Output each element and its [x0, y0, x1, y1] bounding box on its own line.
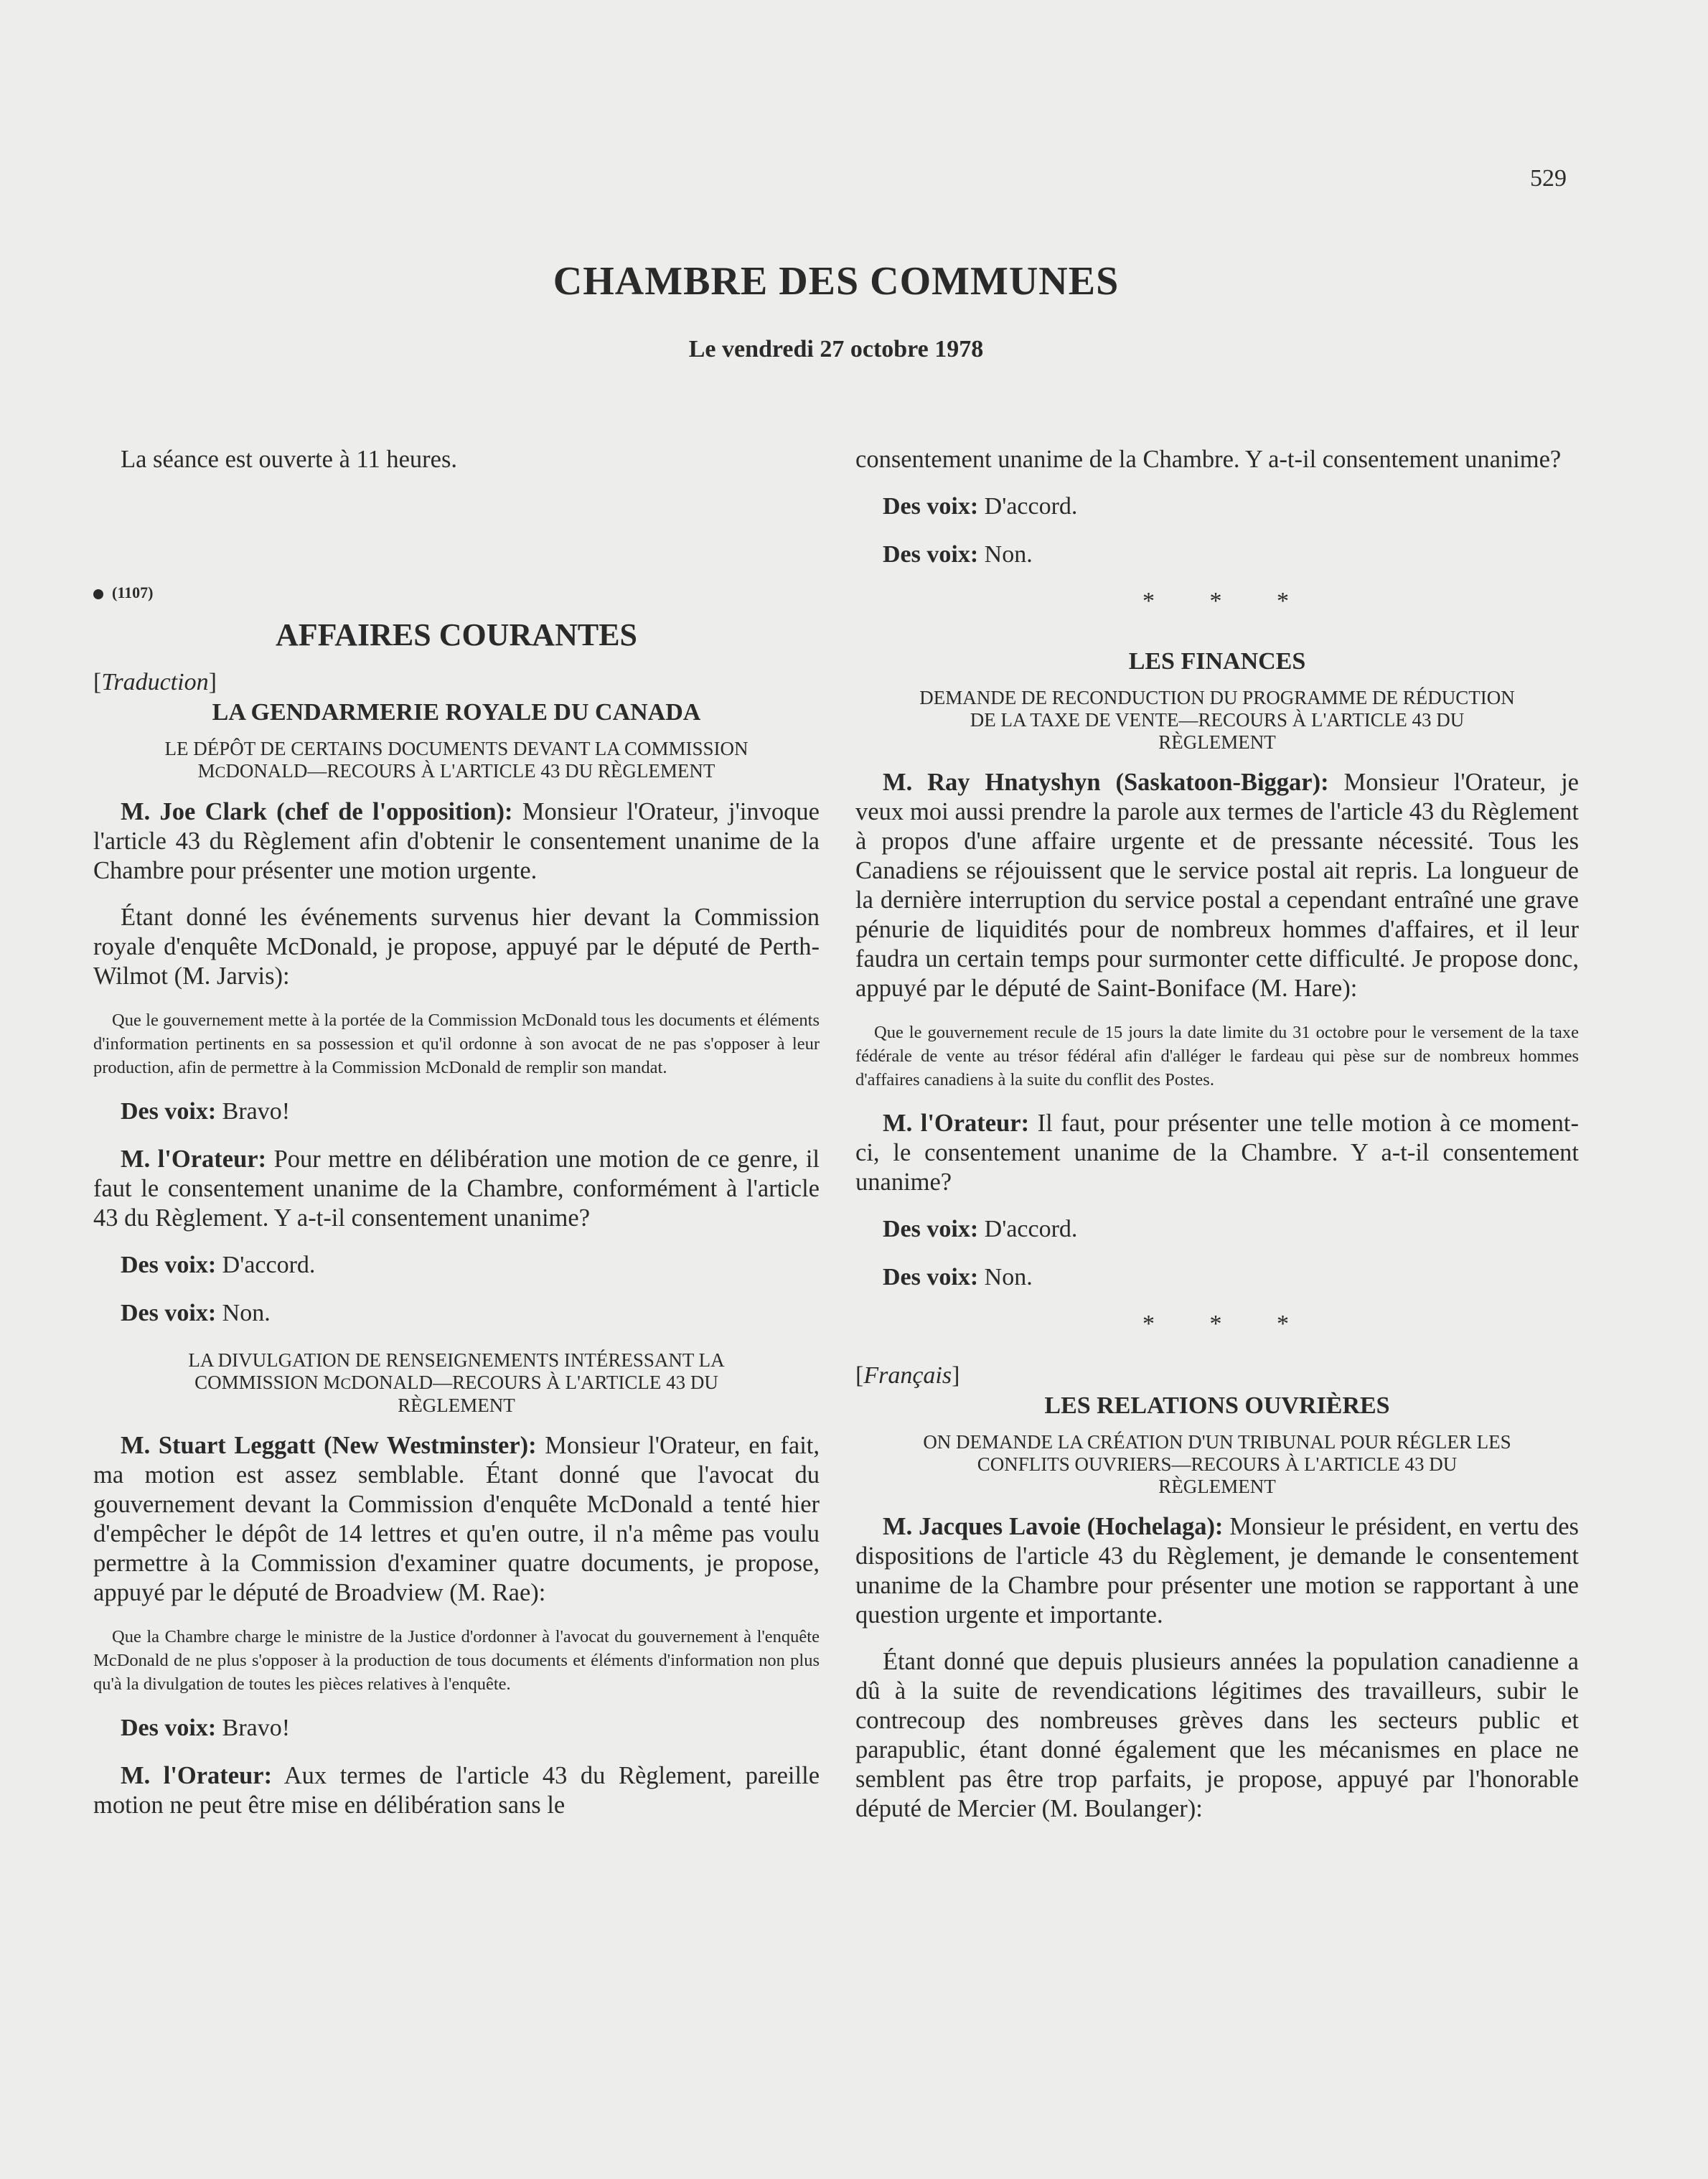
speech-text: Monsieur l'Orateur, je veux moi aussi prendre la parole aux termes de l'article 43 du Règlement à propos d'une affaire urgente et de pressante nécessité. Tous les Canadiens se réjouissent que le service postal ait repris. La longueur de la dernière interruption du service postal a cependant entraîné une grave pénurie de liquidités pour de nombreux hommes d'affaires, et il leur faudra un certain temps pour surmonter cette difficulté. Je propose donc, appuyé par le député de Saint-Boniface (M. Hare): — [855, 769, 1579, 1002]
left-column — [93, 445, 820, 1837]
speech-text: Il faut, pour présenter une telle motion à ce moment-ci, le consentement unanime de la Chambre. Y a-t-il consentement unanime? — [855, 1110, 1579, 1196]
labour-subheading-line-3: RÈGLEMENT — [1158, 1476, 1276, 1497]
disclosure-subheading-line-2 — [93, 1372, 820, 1395]
orateur-intervention-2 — [93, 1761, 820, 1820]
orateur-continuation: consentement unanime de la Chambre. Y a-t-il consentement unanime? — [855, 446, 1562, 473]
clark-motion: Que le gouvernement mette à la portée de la Commission McDonald tous les documents et éléments d'information pertinents en sa possession et qu'il ordonne à son avocat de ne pas s'opposer à leur production, afin de permettre à la Commission McDonald de remplir son mandat. — [93, 1011, 820, 1077]
section-separator: * * * — [1142, 588, 1313, 614]
section-heading: AFFAIRES COURANTES — [275, 617, 638, 652]
rcmp-subheading — [93, 738, 820, 783]
voices-bravo-2 — [93, 1713, 820, 1743]
voices-accord-2 — [855, 492, 1579, 521]
speaker-name: M. Jacques Lavoie (Hochelaga): — [883, 1513, 1224, 1540]
labour-subheading-line-2: CONFLITS OUVRIERS—RECOURS À L'ARTICLE 43 DU — [977, 1453, 1458, 1475]
labour-heading: LES RELATIONS OUVRIÈRES — [1044, 1392, 1390, 1419]
finances-subheading-line-1: DEMANDE DE RECONDUCTION DU PROGRAMME DE RÉDUCTION — [919, 687, 1515, 708]
finances-heading: LES FINANCES — [1128, 648, 1306, 675]
orateur-intervention-3 — [855, 1109, 1579, 1197]
speech-text: Bravo! — [222, 1715, 291, 1741]
speaker-name: Des voix: — [883, 1264, 979, 1290]
clark-intervention — [93, 797, 820, 886]
section-separator-2: * * * — [1142, 1311, 1313, 1337]
rcmp-heading: LA GENDARMERIE ROYALE DU CANADA — [212, 699, 701, 726]
speech-text: D'accord. — [984, 493, 1078, 520]
language-marker: [ Traduction ] — [93, 669, 820, 696]
voices-non-2 — [855, 540, 1579, 569]
page-title: CHAMBRE DES COMMUNES — [553, 259, 1120, 304]
sitting-date: Le vendredi 27 octobre 1978 — [688, 336, 984, 362]
hnatyshyn-intervention — [855, 768, 1579, 1003]
sub-smallcaps: C — [215, 763, 226, 781]
labour-subheading-line-1: ON DEMANDE LA CRÉATION D'UN TRIBUNAL POUR RÉGLER LES — [923, 1431, 1511, 1453]
finances-subheading — [855, 687, 1579, 754]
time-marker — [93, 584, 820, 602]
sub-pre: COMMISSION M — [194, 1372, 341, 1393]
speaker-name: Des voix: — [883, 493, 979, 520]
speech-text: D'accord. — [222, 1252, 316, 1278]
rcmp-subheading-line-1: LE DÉPÔT DE CERTAINS DOCUMENTS DEVANT LA COMMISSION — [164, 738, 749, 759]
page-number: 529 — [1530, 165, 1567, 192]
time-label: (1107) — [112, 584, 154, 601]
speaker-name: Des voix: — [121, 1252, 217, 1278]
bullet-icon — [93, 589, 103, 599]
speech-text: Non. — [984, 541, 1033, 568]
finances-subheading-line-3: RÈGLEMENT — [1158, 731, 1276, 753]
labour-subheading — [855, 1431, 1579, 1498]
sub-post: DONALD—RECOURS À L'ARTICLE 43 DU — [351, 1372, 718, 1393]
speaker-name: M. Stuart Leggatt (New Westminster): — [121, 1432, 537, 1459]
speaker-name: Des voix: — [121, 1715, 217, 1741]
voices-accord — [93, 1250, 820, 1280]
speech-text: Bravo! — [222, 1098, 291, 1125]
sub-smallcaps: C — [340, 1374, 352, 1392]
speech-text: Monsieur l'Orateur, en fait, ma motion est assez semblable. Étant donné que l'avocat du gouvernement devant la Commission d'enquête McDonald a tenté hier d'empêcher le dépôt de 14 lettres et qu'en outre, il n'a même pas voulu permettre à la Commission d'examiner quatre documents, je propose, appuyé par le député de Broadview (M. Rae): — [93, 1432, 820, 1606]
voices-non — [93, 1298, 820, 1328]
right-column — [855, 445, 1579, 1841]
finances-subheading-line-2: DE LA TAXE DE VENTE—RECOURS À L'ARTICLE 43 DU — [970, 709, 1465, 731]
speaker-name: Des voix: — [883, 1216, 979, 1242]
speaker-name: Des voix: — [121, 1098, 217, 1125]
speech-text: Monsieur le président, en vertu des dispositions de l'article 43 du Règlement, je demande le consentement unanime de la Chambre pour présenter une motion se rapportant à une question urgente et importante. — [855, 1513, 1579, 1629]
speech-text: Monsieur l'Orateur, j'invoque l'article 43 du Règlement afin d'obtenir le consentement unanime de la Chambre pour présenter une motion urgente. — [93, 798, 820, 884]
lavoie-intervention-2: Étant donné que depuis plusieurs années la population canadienne a dû à la suite de revendications légitimes des travailleurs, subir le contrecoup des nombreuses grèves dans les secteurs public et parapublic, étant donné également que les mécanismes en place ne semblent pas être trop parfaits, je propose, appuyé par l'honorable député de Mercier (M. Boulanger): — [855, 1648, 1579, 1822]
speech-text: Non. — [984, 1264, 1033, 1290]
speech-text: Aux termes de l'article 43 du Règlement, pareille motion ne peut être mise en délibération sans le — [93, 1762, 820, 1819]
leggatt-intervention — [93, 1431, 820, 1608]
speaker-name: M. l'Orateur: — [121, 1762, 273, 1789]
disclosure-subheading-line-1: LA DIVULGATION DE RENSEIGNEMENTS INTÉRESSANT LA — [188, 1349, 725, 1371]
voices-accord-3 — [855, 1214, 1579, 1244]
speech-text: Pour mettre en délibération une motion de ce genre, il faut le consentement unanime de la Chambre, conformément à l'article 43 du Règlement. Y a-t-il consentement unanime? — [93, 1145, 820, 1232]
orateur-intervention-1 — [93, 1145, 820, 1233]
speaker-name: M. Ray Hnatyshyn (Saskatoon-Biggar): — [883, 769, 1329, 796]
speaker-name: Des voix: — [883, 541, 979, 568]
disclosure-subheading-line-3: RÈGLEMENT — [398, 1395, 515, 1416]
clark-intervention-2: Étant donné les événements survenus hier devant la Commission royale d'enquête McDonald, je propose, appuyé par le député de Perth-Wilmot (M. Jarvis): — [93, 904, 820, 990]
disclosure-subheading — [93, 1349, 820, 1417]
sitting-opening: La séance est ouverte à 11 heures. — [121, 446, 458, 473]
sub-post: DONALD—RECOURS À L'ARTICLE 43 DU RÈGLEMENT — [225, 760, 715, 782]
language-marker-2: [ Français ] — [855, 1362, 1579, 1390]
speech-text: D'accord. — [984, 1216, 1078, 1242]
speaker-name: M. Joe Clark (chef de l'opposition): — [121, 798, 513, 825]
lavoie-intervention — [855, 1512, 1579, 1630]
speaker-name: M. l'Orateur: — [883, 1110, 1030, 1137]
speaker-name: M. l'Orateur: — [121, 1145, 267, 1173]
rcmp-subheading-line-2 — [93, 760, 820, 783]
speech-text: Non. — [222, 1300, 271, 1326]
leggatt-motion: Que la Chambre charge le ministre de la Justice d'ordonner à l'avocat du gouvernement à l'enquête McDonald de ne plus s'opposer à la production de tous documents et éléments d'information non plus qu'à la divulgation de toutes les pièces relatives à l'enquête. — [93, 1627, 820, 1694]
speaker-name: Des voix: — [121, 1300, 217, 1326]
voices-non-3 — [855, 1262, 1579, 1292]
voices-bravo — [93, 1097, 820, 1126]
sub-pre: M — [197, 760, 215, 782]
hnatyshyn-motion: Que le gouvernement recule de 15 jours la date limite du 31 octobre pour le versement de la taxe fédérale de vente au trésor fédéral afin d'alléger le fardeau qui pèse sur de nombreux hommes d'affaires canadiens à la suite du conflit des Postes. — [855, 1023, 1579, 1090]
